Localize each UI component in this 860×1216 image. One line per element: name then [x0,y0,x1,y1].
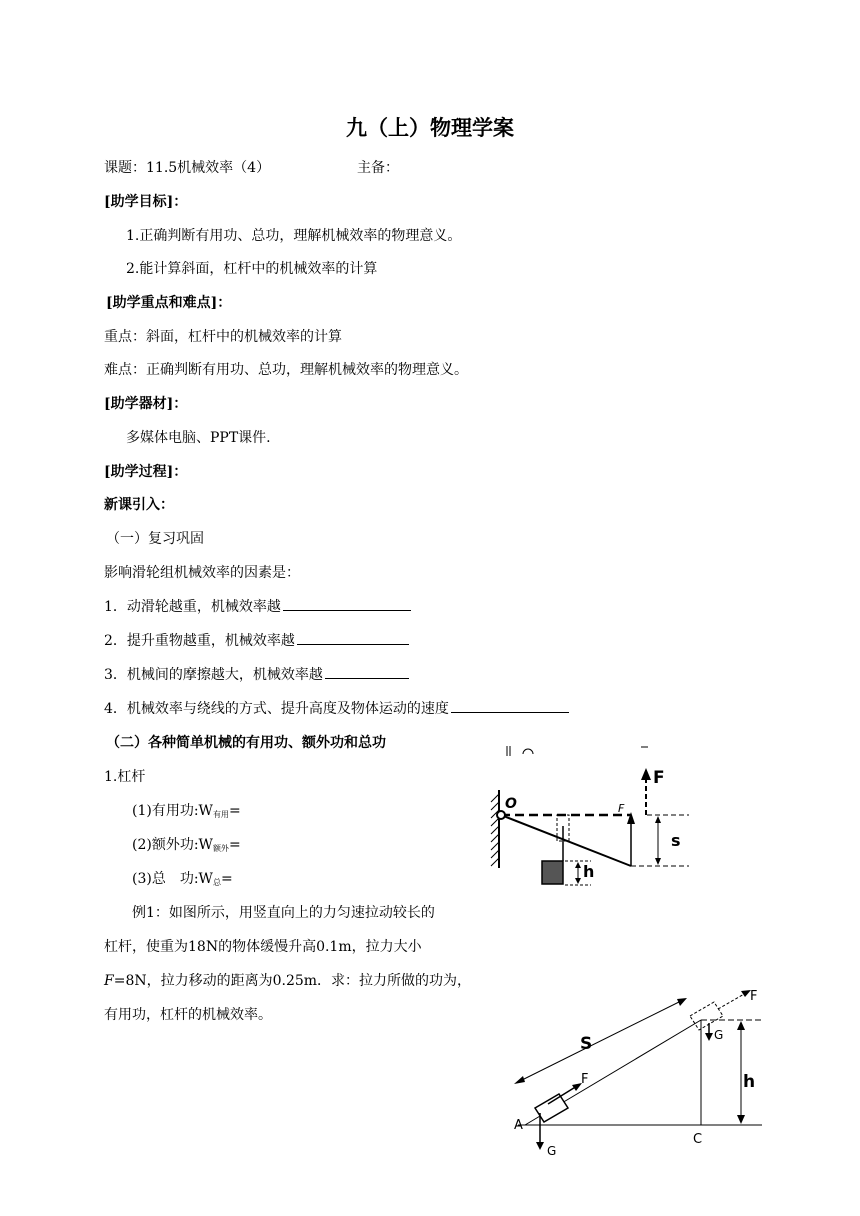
pivot-label: O [505,796,517,812]
example-line-1: 例1：如图所示，用竖直向上的力匀速拉动较长的 [132,905,435,921]
arrowhead-icon [655,858,661,865]
lesson-lead: 主备： [357,160,399,176]
question-1 [104,596,411,616]
extra-work-subscript: 额外 [212,844,229,853]
useful-work-label: (1)有用功:W [132,803,213,819]
distance-label: s [671,831,681,850]
difficulty-point: 难点：正确判断有用功、总功，理解机械效率的物理意义。 [104,362,468,378]
weight-arrow-bottom-icon [536,1142,544,1150]
materials-text: 多媒体电脑、PPT课件. [126,430,271,446]
height-label: h [583,862,595,881]
arrowhead-icon [737,1115,745,1124]
intro-heading: 新课引入： [104,497,174,513]
answer-blank[interactable] [325,665,409,679]
useful-work-line [132,800,241,820]
arrowhead-icon [655,816,661,823]
force-label-bottom: F [581,1072,589,1087]
goal-item-1: 1.正确判断有用功、总功，理解机械效率的物理意义。 [126,228,462,244]
force-label-top: F [750,989,758,1004]
question-3 [104,664,409,684]
extra-work-line [132,834,241,854]
review-heading: （一）复习巩固 [106,531,204,547]
weight-arrow-top-icon [705,1033,713,1041]
materials-heading: [助学器材]： [104,396,188,412]
length-label: S [580,1034,593,1054]
arrowhead-icon [575,862,581,868]
force-label-small: F [618,802,625,815]
example-line-3 [104,970,471,990]
question-4-text: 4．机械效率与绕线的方式、提升高度及物体运动的速度 [104,701,449,717]
lesson-topic: 课题：11.5机械效率（4） [104,160,271,176]
useful-work-subscript: 有用 [212,810,229,819]
question-2 [104,630,409,650]
weight-label-top: G [714,1028,724,1042]
review-lead: 影响滑轮组机械效率的因素是： [104,565,300,581]
goals-heading: [助学目标]： [104,194,188,210]
force-arrow-top-shaft [718,993,746,1009]
goal-item-2: 2.能计算斜面，杠杆中的机械效率的计算 [126,261,378,277]
weight-block [542,861,563,884]
process-heading: [助学过程]： [104,464,188,480]
example-line-2: 杠杆，使重为18N的物体缓慢升高0.1m，拉力大小 [104,939,422,955]
equals-sign: = [228,837,241,853]
key-point: 重点：斜面，杠杆中的机械效率的计算 [104,329,342,345]
example-line-3-text: =8N，拉力移动的距离为0.25m．求：拉力所做的功为， [113,973,472,989]
section-2-heading: （二）各种简单机械的有用功、额外功和总功 [106,735,386,751]
total-work-subscript: 总 [212,878,221,887]
force-label: F [653,768,665,788]
point-c-label: C [693,1132,703,1147]
figure-top-fragment [507,746,648,756]
total-work-label: (3)总 功:W [132,871,213,887]
key-points-heading: [助学重点和难点]： [106,295,232,311]
pivot-icon [497,811,505,819]
equals-sign: = [228,803,241,819]
arrowhead-icon [575,878,581,884]
force-symbol: F [104,973,114,989]
equals-sign: = [220,871,233,887]
block-top-outline [690,1002,723,1030]
question-1-text: 1．动滑轮越重，机械效率越 [104,599,281,615]
question-4 [104,698,569,718]
force-arrow-up-icon [641,768,651,780]
total-work-line [132,868,233,888]
point-a-label: A [514,1118,523,1133]
example-line-4: 有用功，杠杆的机械效率。 [104,1007,272,1023]
arrowhead-icon [514,1076,525,1084]
question-2-text: 2．提升重物越重，机械效率越 [104,633,295,649]
arrowhead-icon [737,1021,745,1030]
lever-figure [485,738,700,890]
wall-hatch [491,790,499,868]
question-3-text: 3．机械间的摩擦越大，机械效率越 [104,667,323,683]
weight-label-bottom: G [547,1144,557,1158]
page-title: 九（上）物理学案 [346,115,514,140]
incline-height-label: h [743,1072,756,1092]
lever-heading: 1.杠杆 [104,769,146,785]
answer-blank[interactable] [451,699,569,713]
incline-figure [508,985,774,1163]
answer-blank[interactable] [283,597,411,611]
arrowhead-icon [677,998,687,1006]
length-dimension [516,999,685,1083]
answer-blank[interactable] [297,631,409,645]
extra-work-label: (2)额外功:W [132,837,213,853]
